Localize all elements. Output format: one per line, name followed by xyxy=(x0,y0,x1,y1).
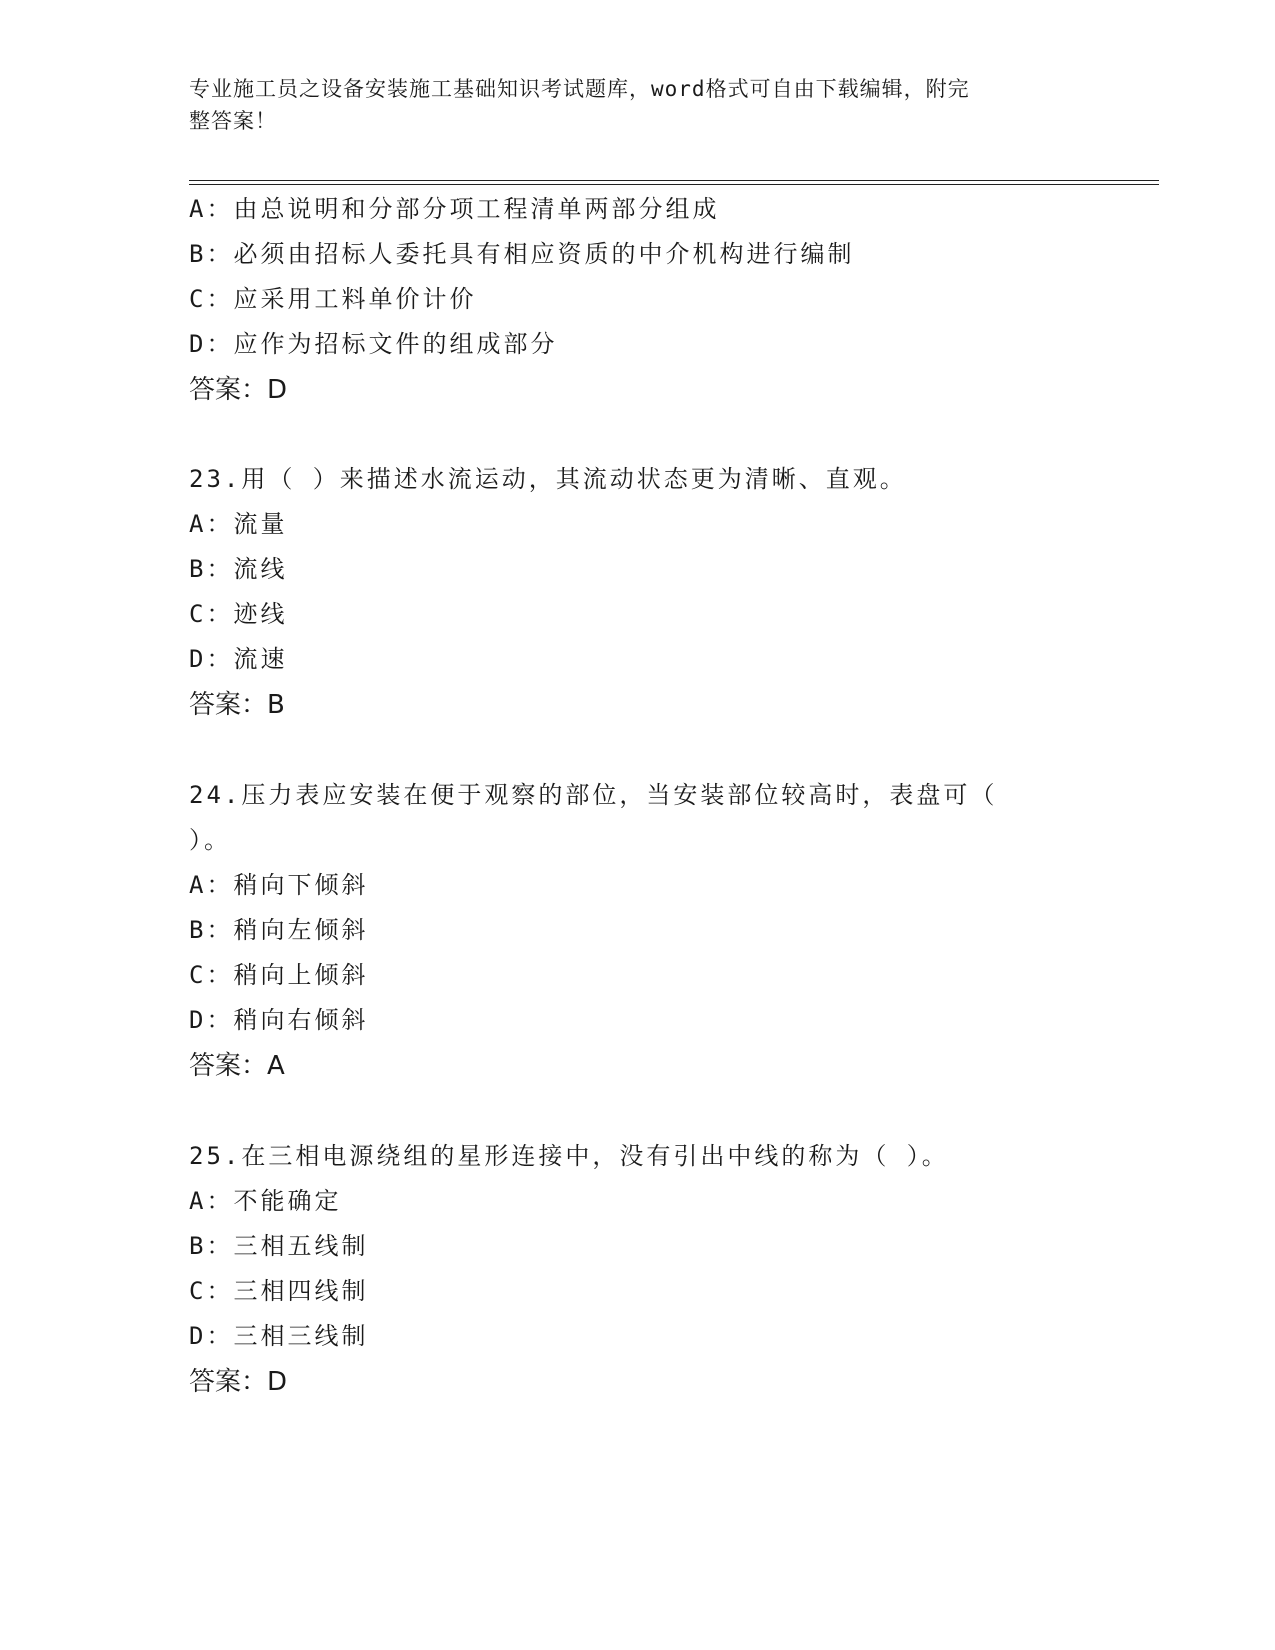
q22-option-d: D：应作为招标文件的组成部分 xyxy=(189,330,558,358)
header-divider-top xyxy=(189,180,1159,181)
document-header xyxy=(189,73,1069,137)
q25-option-b: B：三相五线制 xyxy=(189,1232,369,1260)
q23-answer: 答案：B xyxy=(189,690,285,720)
q25-option-a: A：不能确定 xyxy=(189,1187,342,1215)
q25-option-d: D：三相三线制 xyxy=(189,1322,369,1350)
q22-option-a: A：由总说明和分部分项工程清单两部分组成 xyxy=(189,195,720,223)
q25-option-c: C：三相四线制 xyxy=(189,1277,369,1305)
q23-option-b: B：流线 xyxy=(189,555,288,583)
q24-option-a: A：稍向下倾斜 xyxy=(189,871,369,899)
q25-answer: 答案：D xyxy=(189,1367,288,1397)
q25-question: 25.在三相电源绕组的星形连接中，没有引出中线的称为（ ）。 xyxy=(189,1142,949,1170)
q24-option-b: B：稍向左倾斜 xyxy=(189,916,369,944)
q23-option-c: C：迹线 xyxy=(189,600,288,628)
q23-option-a: A：流量 xyxy=(189,510,288,538)
q23-question: 23.用（ ）来描述水流运动，其流动状态更为清晰、直观。 xyxy=(189,465,907,493)
q24-option-d: D：稍向右倾斜 xyxy=(189,1006,369,1034)
q24-question-line-2: ）。 xyxy=(189,826,231,854)
header-line-1: 专业施工员之设备安装施工基础知识考试题库，word格式可自由下载编辑，附完 xyxy=(189,77,970,101)
q22-option-b: B：必须由招标人委托具有相应资质的中介机构进行编制 xyxy=(189,240,855,268)
q23-option-d: D：流速 xyxy=(189,645,288,673)
q22-option-c: C：应采用工料单价计价 xyxy=(189,285,477,313)
header-divider-bottom xyxy=(189,184,1159,185)
q24-question-line-1: 24.压力表应安装在便于观察的部位，当安装部位较高时，表盘可（ xyxy=(189,781,998,809)
q22-answer: 答案：D xyxy=(189,375,288,405)
header-line-2: 整答案！ xyxy=(189,109,277,133)
q24-answer: 答案：A xyxy=(189,1051,285,1081)
q24-option-c: C：稍向上倾斜 xyxy=(189,961,369,989)
